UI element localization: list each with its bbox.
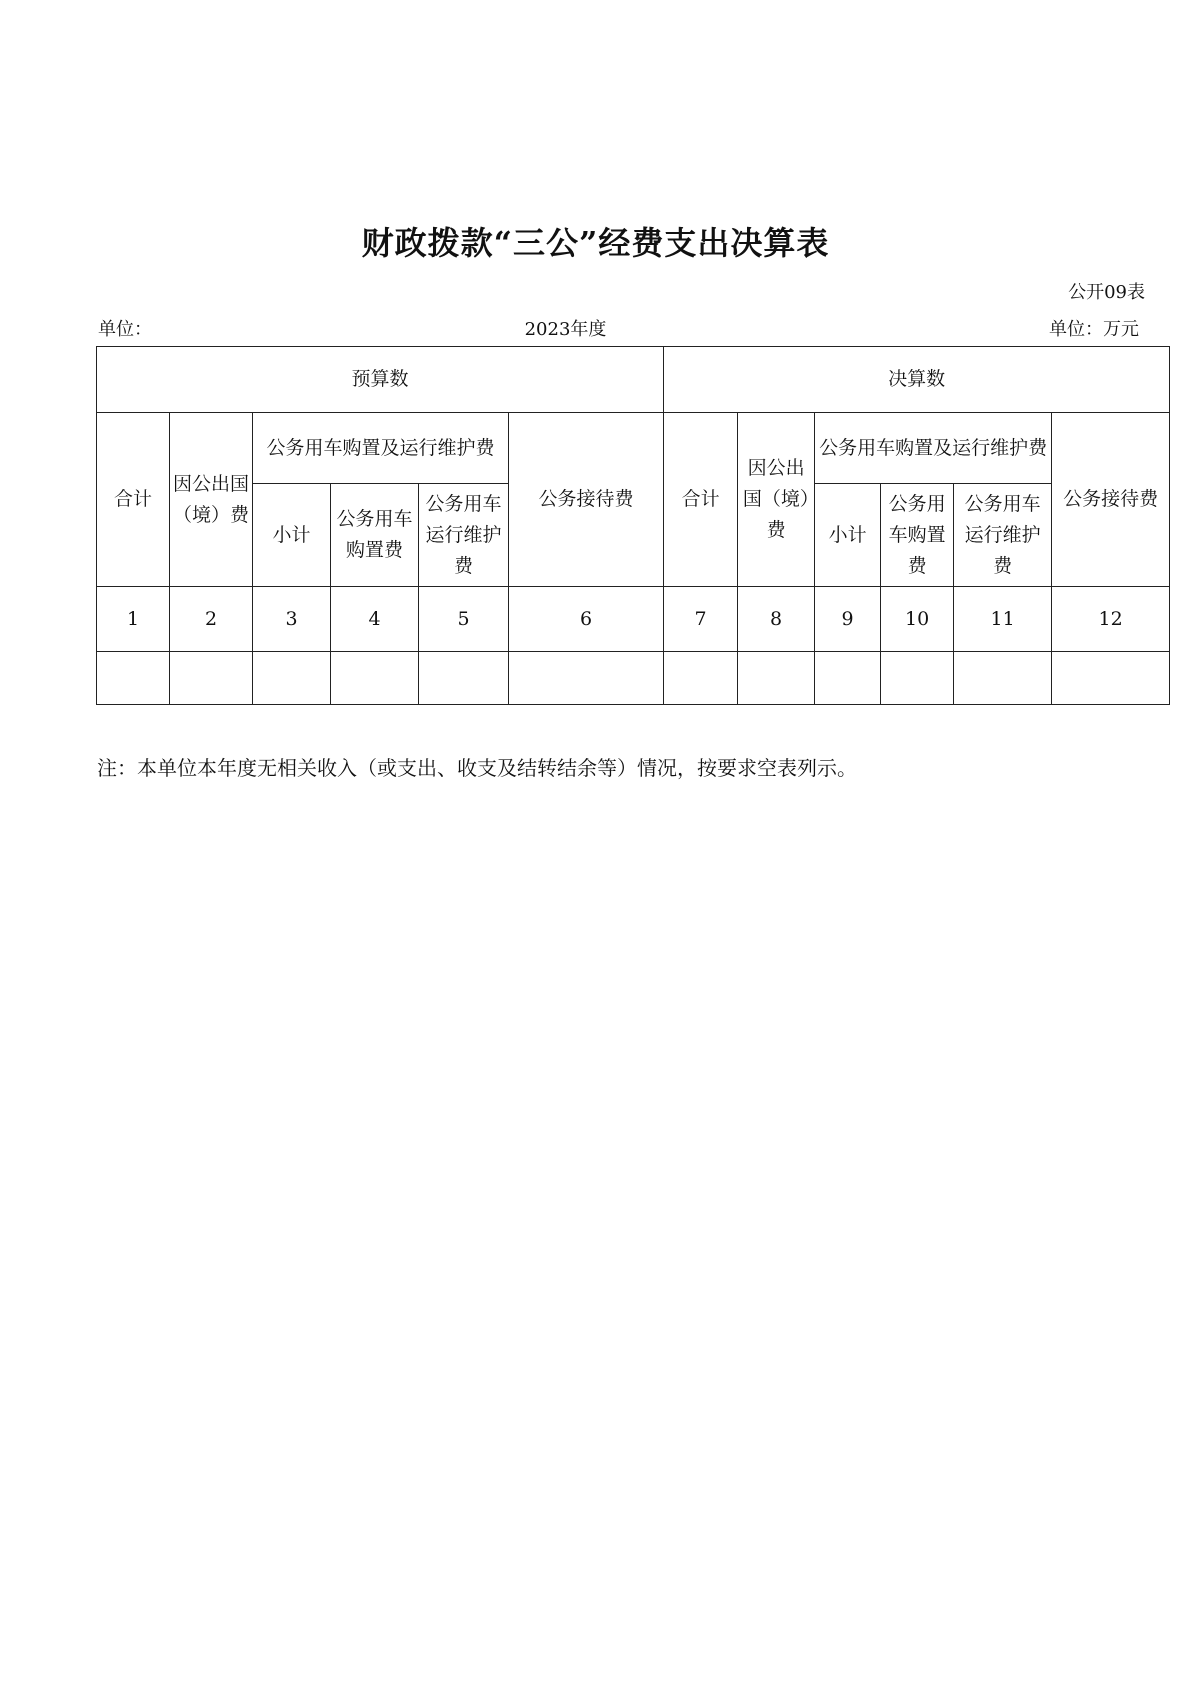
footnote: 注：本单位本年度无相关收入（或支出、收支及结转结余等）情况，按要求空表列示。 — [97, 756, 857, 780]
column-number: 3 — [253, 587, 331, 652]
fiscal-year: 2023年度 — [524, 319, 607, 340]
final-abroad-header: 因公出国（境）费 — [738, 413, 815, 587]
budget-group-header: 预算数 — [97, 347, 664, 413]
empty-cell — [954, 652, 1052, 705]
currency-unit: 单位：万元 — [1049, 319, 1139, 340]
column-number: 6 — [509, 587, 664, 652]
final-maintenance-header: 公务用车运行维护费 — [954, 484, 1052, 587]
empty-cell — [253, 652, 331, 705]
empty-cell — [331, 652, 419, 705]
empty-cell — [1052, 652, 1170, 705]
page-title: 财政拨款“三公”经费支出决算表 — [361, 224, 830, 262]
budget-abroad-header: 因公出国（境）费 — [170, 413, 253, 587]
column-number: 8 — [738, 587, 815, 652]
column-number: 5 — [419, 587, 509, 652]
column-number: 9 — [815, 587, 881, 652]
column-number: 4 — [331, 587, 419, 652]
final-total-header: 合计 — [664, 413, 738, 587]
column-number: 11 — [954, 587, 1052, 652]
column-number: 1 — [97, 587, 170, 652]
column-number: 2 — [170, 587, 253, 652]
empty-cell — [881, 652, 954, 705]
empty-cell — [509, 652, 664, 705]
final-purchase-header: 公务用车购置费 — [881, 484, 954, 587]
budget-purchase-header: 公务用车购置费 — [331, 484, 419, 587]
final-group-header: 决算数 — [664, 347, 1170, 413]
column-number: 7 — [664, 587, 738, 652]
budget-total-header: 合计 — [97, 413, 170, 587]
column-number: 10 — [881, 587, 954, 652]
final-subtotal-header: 小计 — [815, 484, 881, 587]
empty-cell — [419, 652, 509, 705]
unit-label: 单位： — [98, 319, 152, 340]
empty-cell — [815, 652, 881, 705]
budget-maintenance-header: 公务用车运行维护费 — [419, 484, 509, 587]
empty-cell — [664, 652, 738, 705]
expenditure-table — [96, 346, 1170, 705]
budget-subtotal-header: 小计 — [253, 484, 331, 587]
final-reception-header: 公务接待费 — [1052, 413, 1170, 587]
empty-cell — [738, 652, 815, 705]
table-row — [97, 652, 1170, 705]
empty-cell — [170, 652, 253, 705]
budget-vehicle-group-header: 公务用车购置及运行维护费 — [253, 413, 509, 484]
budget-reception-header: 公务接待费 — [509, 413, 664, 587]
empty-cell — [97, 652, 170, 705]
final-vehicle-group-header: 公务用车购置及运行维护费 — [815, 413, 1052, 484]
column-number: 12 — [1052, 587, 1170, 652]
form-number: 公开09表 — [1068, 282, 1145, 303]
